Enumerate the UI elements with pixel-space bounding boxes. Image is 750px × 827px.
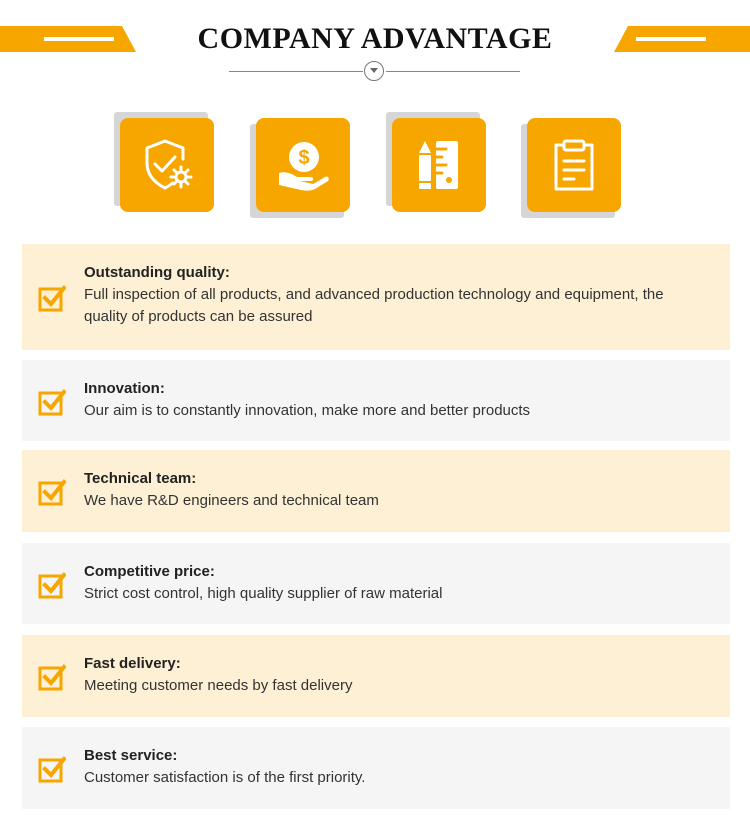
advantage-icon-tile [114,112,220,218]
pencil-ruler-icon [392,118,486,212]
svg-text:$: $ [298,147,310,169]
chevron-down-icon [364,61,384,81]
advantage-card-service [22,727,730,809]
dollar-hand-icon [256,118,350,212]
advantage-desc: We have R&D engineers and technical team [84,492,379,509]
advantage-card-quality [22,244,730,350]
divider-left [229,71,363,72]
advantage-title: Competitive price: [84,563,215,580]
advantage-title: Technical team: [84,470,197,487]
checkbox-check-icon [38,478,66,506]
advantage-title: Best service: [84,747,178,764]
advantage-title: Fast delivery: [84,655,181,672]
advantage-desc: Our aim is to constantly innovation, make more and better products [84,402,531,419]
checkbox-check-icon [38,284,66,312]
checkbox-check-icon [38,663,66,691]
advantage-card-price [22,543,730,624]
advantage-desc: Customer satisfaction is of the first priority. [84,769,366,786]
shield-gear-icon [120,118,214,212]
advantage-icon-tile [521,112,627,218]
page-title: COMPANY ADVANTAGE [197,22,553,55]
advantage-title: Outstanding quality: [84,264,230,281]
advantage-title: Innovation: [84,380,165,397]
advantage-card-innovation [22,360,730,441]
advantage-desc: Strict cost control, high quality supplier of raw material [84,585,443,602]
checkbox-check-icon [38,755,66,783]
advantage-desc: Meeting customer needs by fast delivery [84,677,353,694]
advantage-icon-tile [386,112,492,218]
advantage-desc: Full inspection of all products, and advanced production technology and equipment, the quality of products can be assured [84,286,664,325]
advantage-card-technical [22,450,730,532]
clipboard-icon [527,118,621,212]
checkbox-check-icon [38,388,66,416]
advantage-icon-tile [250,112,356,218]
divider-right [386,71,520,72]
checkbox-check-icon [38,571,66,599]
advantage-card-delivery [22,635,730,717]
